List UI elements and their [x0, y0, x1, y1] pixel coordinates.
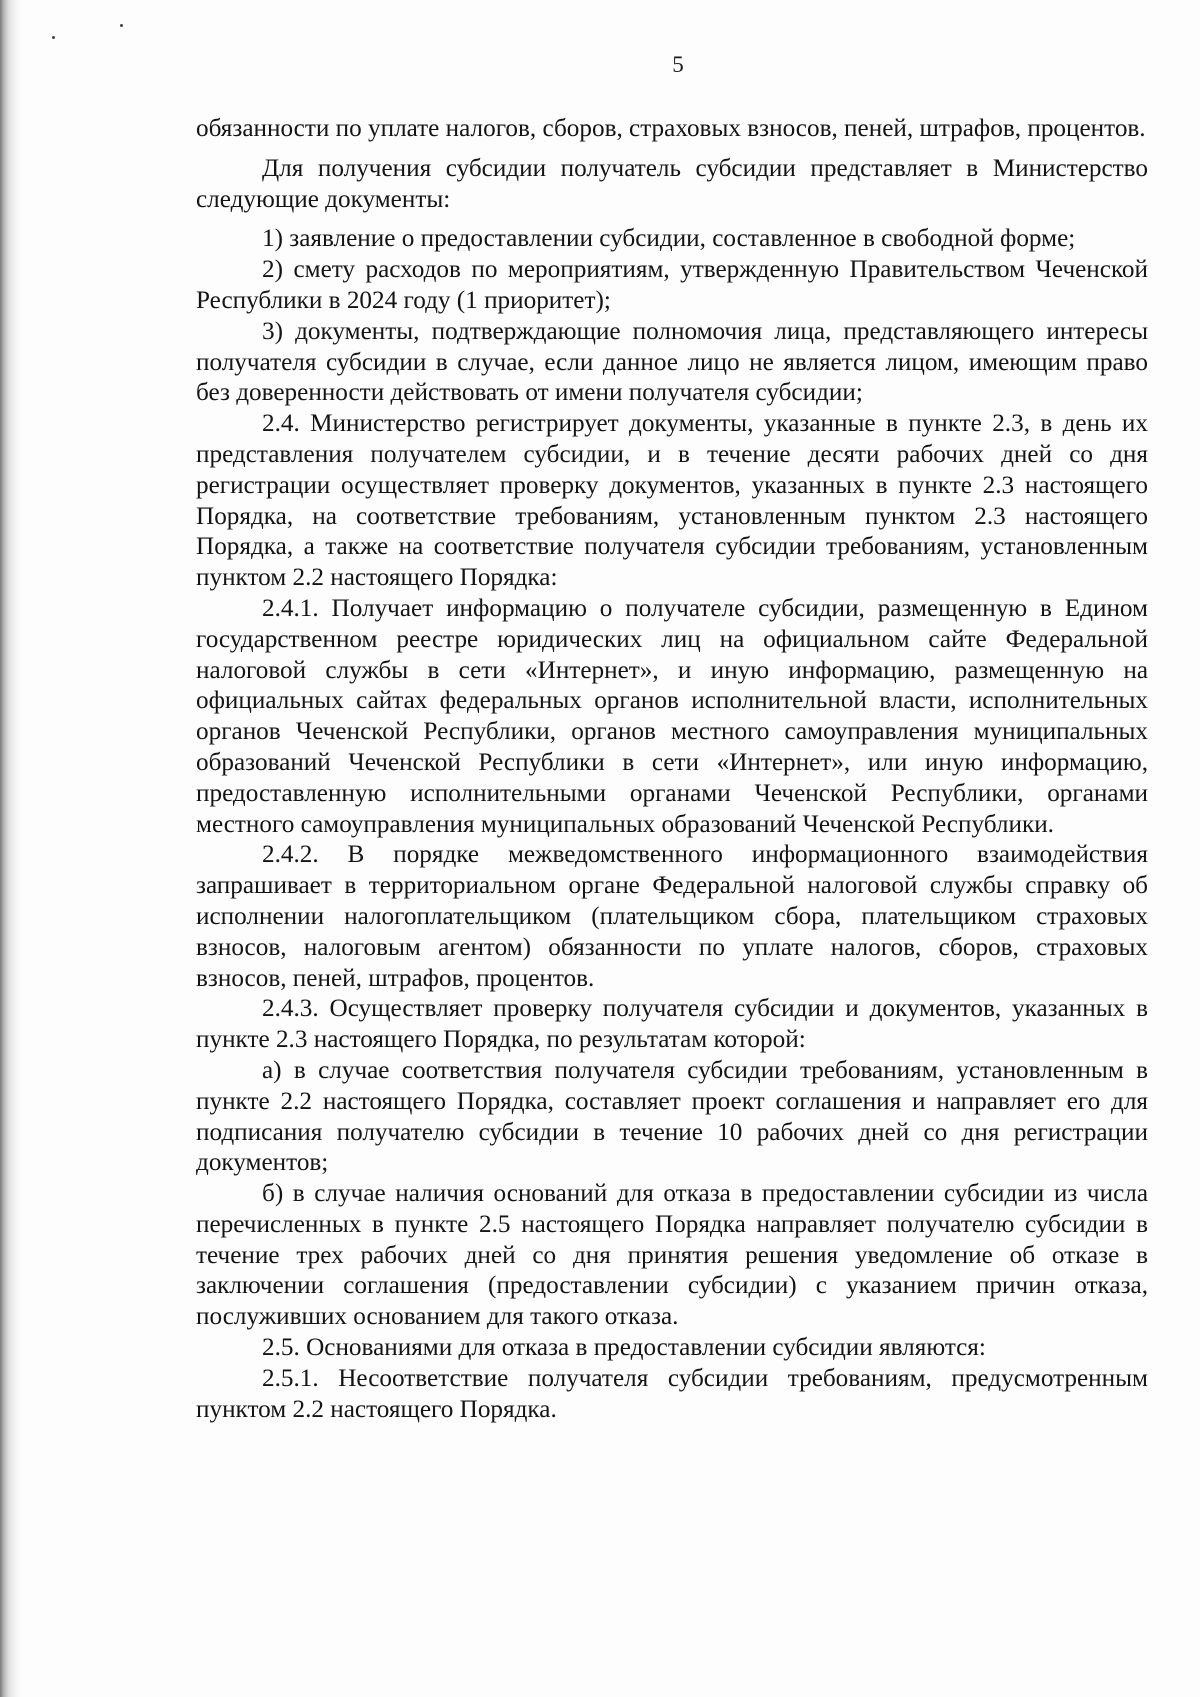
- subclause-b: б) в случае наличия оснований для отказа в предоставлении субсидии из числа перечисленных в пункте 2.5 настоящего Порядка направляет получателю субсидии в течение трех рабочих дней со дня принятия решения уведомление об отказе в заключении соглашения (предоставлении субсидии) с указанием причин отказа, послуживших основанием для такого отказа.: [196, 1180, 1148, 1331]
- clause-2-4: 2.4. Министерство регистрирует документы, указанные в пункте 2.3, в день их представления получателем субсидии, и в течение десяти рабочих дней со дня регистрации осуществляет проверку документов, указанных в пункте 2.3 настоящего Порядка, на соответствие требованиям, установленным пунктом 2.3 настоящего Порядка, а также на соответствие получателя субсидии требованиям, установленным пунктом 2.2 настоящего Порядка:: [196, 410, 1148, 592]
- clause-2-4-3: 2.4.3. Осуществляет проверку получателя субсидии и документов, указанных в пункте 2.3 настоящего Порядка, по результатам которой:: [196, 995, 1148, 1054]
- list-item-2: 2) смету расходов по мероприятиям, утвержденную Правительством Чеченской Республики в 2024 году (1 приоритет);: [196, 256, 1148, 314]
- document-body: [196, 114, 1148, 1425]
- page-number: 5: [672, 52, 684, 77]
- subclause-a: а) в случае соответствия получателя субсидии требованиям, установленным в пункте 2.2 настоящего Порядка, составляет проект соглашения и направляет его для подписания получателю субсидии в течение 10 рабочих дней со дня регистрации документов;: [196, 1056, 1148, 1177]
- clause-2-4-1: 2.4.1. Получает информацию о получателе субсидии, размещенную в Едином государственном реестре юридических лиц на официальном сайте Федеральной налоговой службы в сети «Интернет», и иную информацию, размещенную на официальных сайтах федеральных органов исполнительной власти, исполнительных органов Чеченской Республики, органов местного самоуправления муниципальных образований Чеченской Республики в сети «Интернет», или иную информацию, предоставленную исполнительными органами Чеченской Республики, органами местного самоуправления муниципальных образований Чеченской Республики.: [196, 594, 1148, 838]
- clause-2-5: 2.5. Основаниями для отказа в предоставлении субсидии являются:: [262, 1334, 986, 1362]
- clause-2-5-1: 2.5.1. Несоответствие получателя субсидии требованиям, предусмотренным пунктом 2.2 настоящего Порядка.: [196, 1364, 1148, 1423]
- scan-binding-edge: [0, 0, 22, 1697]
- paragraph-documents-intro: Для получения субсидии получатель субсидии представляет в Министерство следующие документы:: [196, 154, 1148, 213]
- list-item-1: 1) заявление о предоставлении субсидии, составленное в свободной форме;: [262, 225, 1076, 253]
- paragraph-continuation: обязанности по уплате налогов, сборов, страховых взносов, пеней, штрафов, процентов.: [196, 115, 1146, 142]
- scan-speck: [52, 36, 55, 39]
- list-item-3: 3) документы, подтверждающие полномочия лица, представляющего интересы получателя субсидии в случае, если данное лицо не является лицом, имеющим право без доверенности действовать от имени получателя субсидии;: [196, 317, 1148, 407]
- scan-speck: [120, 24, 123, 27]
- clause-2-4-2: 2.4.2. В порядке межведомственного информационного взаимодействия запрашивает в территориальном органе Федеральной налоговой службы справку об исполнении налогоплательщиком (плательщиком сбора, плательщиком страховых взносов, налоговым агентом) обязанности по уплате налогов, сборов, страховых взносов, пеней, штрафов, процентов.: [196, 841, 1148, 992]
